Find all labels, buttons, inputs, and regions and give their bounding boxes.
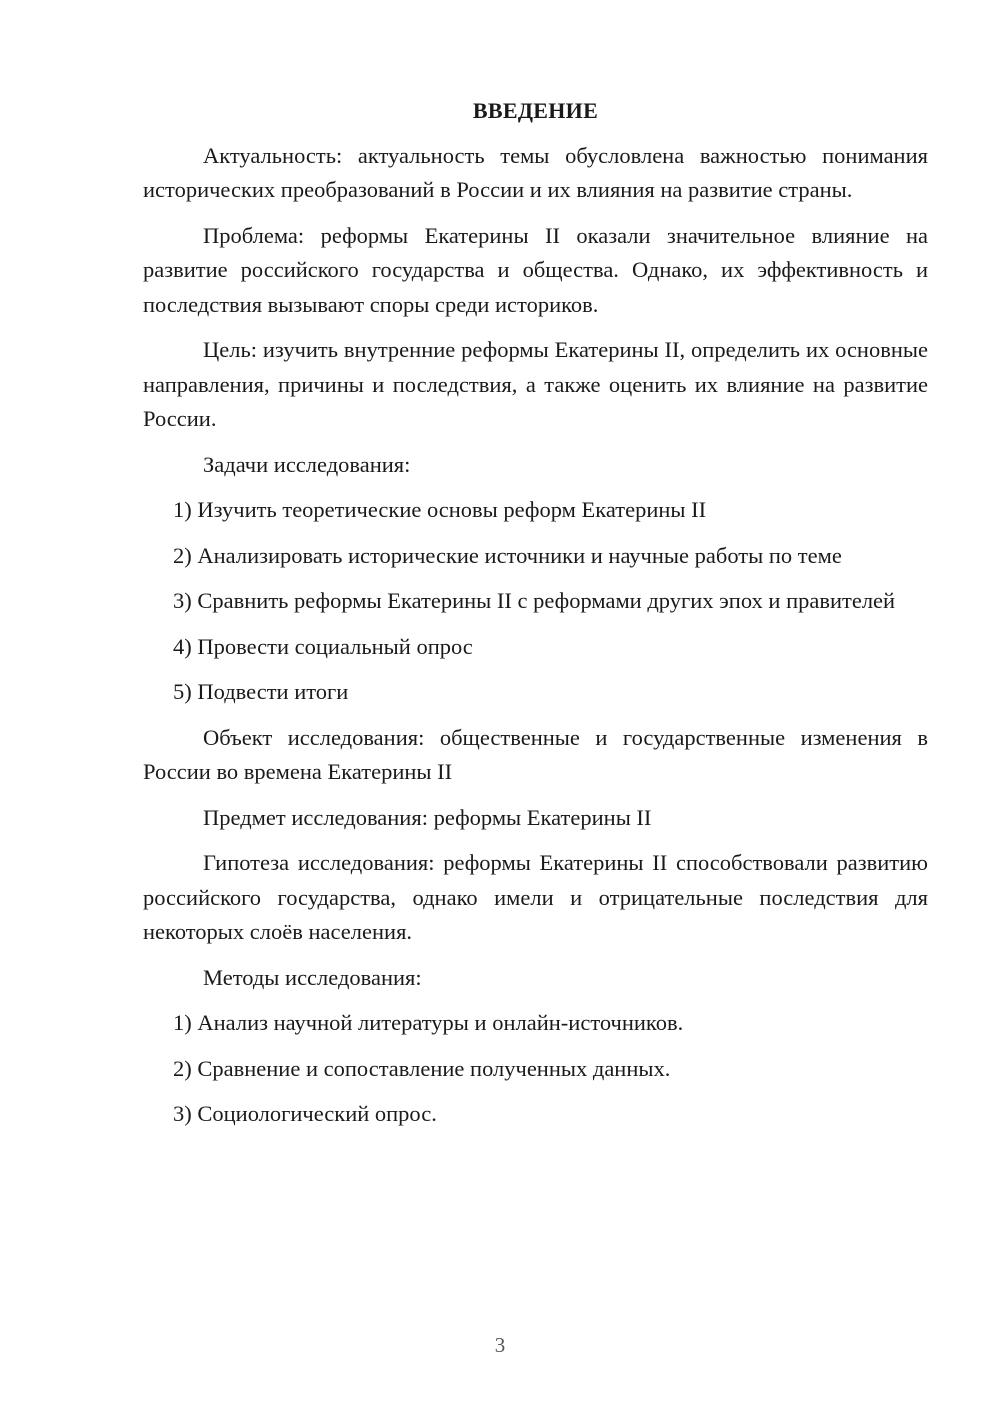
problem-paragraph: Проблема: реформы Екатерины II оказали значительное влияние на развитие российского государства и общества. Однако, их эффективность и последствия вызывают споры среди историков. xyxy=(143,222,928,317)
methods-heading: Методы исследования: xyxy=(203,964,422,990)
section-title: ВВЕДЕНИЕ xyxy=(472,98,599,123)
task-item-5: 5) Подвести итоги xyxy=(173,679,349,704)
task-item-2: 2) Анализировать исторические источники и научные работы по теме xyxy=(173,542,842,568)
method-item-3: 3) Социологический опрос. xyxy=(173,1101,437,1126)
tasks-heading: Задачи исследования: xyxy=(203,451,411,477)
relevance-paragraph: Актуальность: актуальность темы обусловлена важностью понимания исторических преобразований в России и их влияния на развитие страны. xyxy=(143,142,928,202)
method-item-2: 2) Сравнение и сопоставление полученных данных. xyxy=(173,1055,671,1081)
method-item-1: 1) Анализ научной литературы и онлайн-источников. xyxy=(173,1010,684,1035)
object-paragraph: Объект исследования: общественные и государственные изменения в России во времена Екатерины II xyxy=(143,724,928,784)
page-content xyxy=(143,94,928,1143)
goal-paragraph: Цель: изучить внутренние реформы Екатерины II, определить их основные направления, причины и последствия, а также оценить их влияние на развитие России. xyxy=(143,337,928,431)
task-item-4: 4) Провести социальный опрос xyxy=(173,633,473,659)
hypothesis-paragraph: Гипотеза исследования: реформы Екатерины II способствовали развитию российского государства, однако имели и отрицательные последствия для некоторых слоёв населения. xyxy=(143,850,928,944)
page-number: 3 xyxy=(494,1333,506,1357)
subject-paragraph: Предмет исследования: реформы Екатерины II xyxy=(203,804,652,830)
task-item-3: 3) Сравнить реформы Екатерины II с реформами других эпох и правителей xyxy=(173,588,896,613)
task-item-1: 1) Изучить теоретические основы реформ Екатерины II xyxy=(173,497,707,522)
